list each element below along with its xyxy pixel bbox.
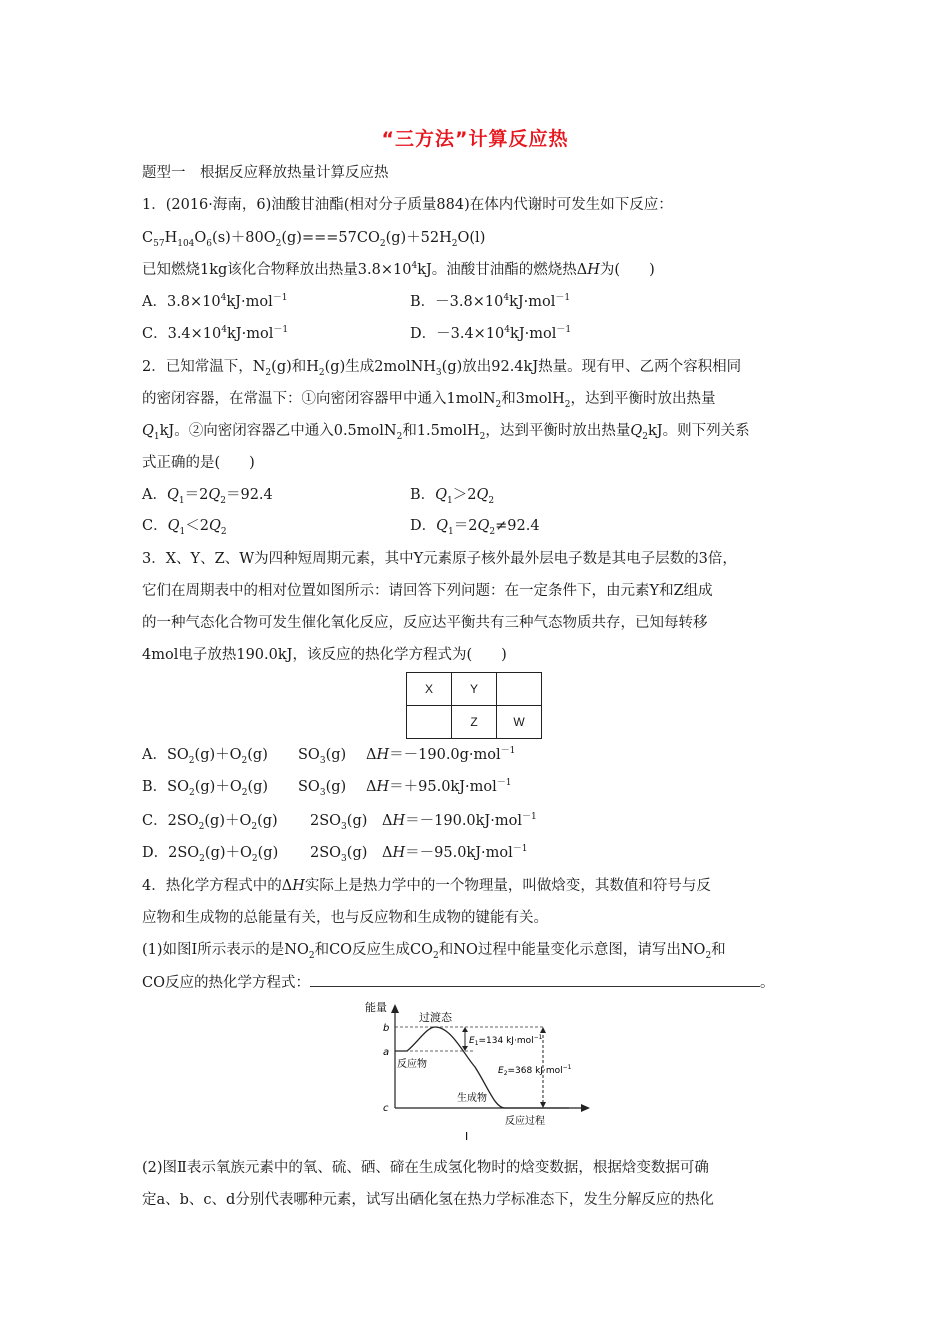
table-cell: W bbox=[497, 706, 542, 739]
q3-option-a: A．$SO_2(g)+O_2(g)$ $SO_3(g)$ ΔH＝－190.0g·mol$^{-1}$ bbox=[142, 746, 516, 766]
q2-line-2: 的密闭容器，在常温下：①向密闭容器甲中通入1molN$_2$和3molH$_2$，达到平衡时放出热量 bbox=[142, 391, 716, 410]
q1-option-c: C．$3.4\times 10^4kJ\cdot mol^{-1}$ bbox=[142, 325, 289, 342]
e2-arrow-down-icon bbox=[540, 1102, 546, 1108]
q1-options-ab bbox=[142, 292, 571, 312]
level-a-label: a bbox=[383, 1047, 390, 1058]
e1-label: $E_1=134$ kJ·mol$^{-1}$ bbox=[469, 1034, 543, 1047]
y-axis-arrow-icon bbox=[391, 1004, 399, 1013]
q1-option-b: B．$-3.8\times 10^4kJ\cdot mol^{-1}$ bbox=[410, 293, 571, 310]
level-c-label: c bbox=[383, 1103, 389, 1114]
q4-part1-line-2: CO反应的热化学方程式： 。 bbox=[142, 972, 774, 993]
transition-state-label: 过渡态 bbox=[419, 1011, 452, 1024]
q2-options-cd bbox=[142, 516, 540, 537]
reactant-label: 反应物 bbox=[397, 1059, 427, 1070]
q2-option-b: B．$Q_1>2Q_2$ bbox=[410, 487, 495, 506]
y-axis-label: 能量 bbox=[365, 1001, 387, 1014]
q3-option-d: D．$2SO_2(g)+O_2(g)$ $2SO_3(g)$ ΔH＝－95.0kJ·mol$^{-1}$ bbox=[142, 844, 528, 864]
table-cell bbox=[497, 673, 542, 706]
answer-blank[interactable] bbox=[310, 972, 760, 987]
level-b-label: b bbox=[383, 1023, 390, 1034]
q2-option-d: D．$Q_1=2Q_2\ne 92.4$ bbox=[410, 518, 540, 537]
e2-label: $E_2=368$ kJ·mol$^{-1}$ bbox=[498, 1064, 572, 1077]
q2-line-4: 式正确的是( ) bbox=[142, 455, 255, 471]
periodic-table-fragment bbox=[406, 672, 542, 739]
q2-options-ab bbox=[142, 485, 495, 506]
q4-line-1: 4．热化学方程式中的ΔH实际上是热力学中的一个物理量，叫做焓变，其数值和符号与反 bbox=[142, 878, 711, 894]
product-label: 生成物 bbox=[457, 1093, 487, 1104]
q2-line-1: 2．已知常温下，$N_2(g)$和$H_2(g)$生成2molNH$_3$(g)放出92.4kJ热量。现有甲、乙两个容积相同 bbox=[142, 359, 742, 378]
page-title: “三方法”计算反应热 bbox=[381, 128, 569, 150]
x-axis-arrow-icon bbox=[581, 1104, 590, 1112]
q3-line-3: 的一种气态化合物可发生催化氧化反应，反应达平衡共有三种气态物质共存，已知每转移 bbox=[142, 615, 708, 631]
q1-option-a: A．$3.8\times 10^4kJ\cdot mol^{-1}$ bbox=[142, 293, 288, 310]
q4-part2-line-1: (2)图Ⅱ表示氧族元素中的氧、硫、硒、碲在生成氢化物时的焓变数据，根据焓变数据可确 bbox=[142, 1160, 709, 1176]
q4-line-2: 应物和生成物的总能量有关，也与反应物和生成物的键能有关。 bbox=[142, 910, 548, 926]
table-cell bbox=[407, 706, 452, 739]
e2-arrow-up-icon bbox=[540, 1027, 546, 1033]
table-cell: Y bbox=[452, 673, 497, 706]
section-heading: 题型一 根据反应释放热量计算反应热 bbox=[142, 165, 389, 181]
table-cell: X bbox=[407, 673, 452, 706]
q2-option-a: A．$Q_1=2Q_2=92.4$ bbox=[142, 487, 273, 506]
figure-caption: Ⅰ bbox=[465, 1130, 469, 1143]
q1-option-d: D．$-3.4\times 10^4kJ\cdot mol^{-1}$ bbox=[410, 325, 572, 342]
q1-known: 已知燃烧1kg该化合物释放出热量$3.8\times 10^4kJ$。油酸甘油酯的燃烧热ΔH为( ) bbox=[142, 261, 655, 278]
q3-line-1: 3．X、Y、Z、W为四种短周期元素，其中Y元素原子核外最外层电子数是其电子层数的3倍， bbox=[142, 551, 737, 567]
q2-option-c: C．$Q_1<2Q_2$ bbox=[142, 518, 227, 537]
energy-diagram bbox=[355, 997, 595, 1143]
q1-stem: 1．(2016·海南，6)油酸甘油酯(相对分子质量884)在体内代谢时可发生如下反应： bbox=[142, 197, 673, 213]
q1-options-cd bbox=[142, 324, 572, 344]
x-axis-label: 反应过程 bbox=[505, 1116, 545, 1127]
q3-line-2: 它们在周期表中的相对位置如图所示：请回答下列问题：在一定条件下，由元素Y和Z组成 bbox=[142, 583, 713, 599]
q3-option-c: C．$2SO_2(g)+O_2(g)$ $2SO_3(g)$ ΔH＝－190.0kJ·mol$^{-1}$ bbox=[142, 812, 537, 832]
q1-equation: $C_{57}H_{104}O_6(s)+80O_2(g)===57CO_2(g)+52H_2O(l)$ bbox=[142, 230, 486, 249]
q3-line-4: 4mol电子放热190.0kJ，该反应的热化学方程式为( ) bbox=[142, 647, 507, 663]
q3-option-b: B．$SO_2(g)+O_2(g)$ $SO_3(g)$ ΔH＝＋95.0kJ·mol$^{-1}$ bbox=[142, 778, 512, 798]
q4-part1-line-1: (1)如图Ⅰ所示表示的是$NO_2$和CO反应生成$CO_2$和NO过程中能量变化示意图，请写出$NO_2$和 bbox=[142, 942, 726, 961]
q4-part2-line-2: 定a、b、c、d分别代表哪种元素，试写出硒化氢在热力学标准态下，发生分解反应的热化 bbox=[142, 1192, 714, 1208]
q2-line-3: $Q_1kJ$。②向密闭容器乙中通入0.5molN$_2$和1.5molH$_2$，达到平衡时放出热量$Q_2kJ$。则下列关系 bbox=[142, 423, 750, 442]
e1-arrow-up-icon bbox=[462, 1027, 468, 1032]
table-cell: Z bbox=[452, 706, 497, 739]
